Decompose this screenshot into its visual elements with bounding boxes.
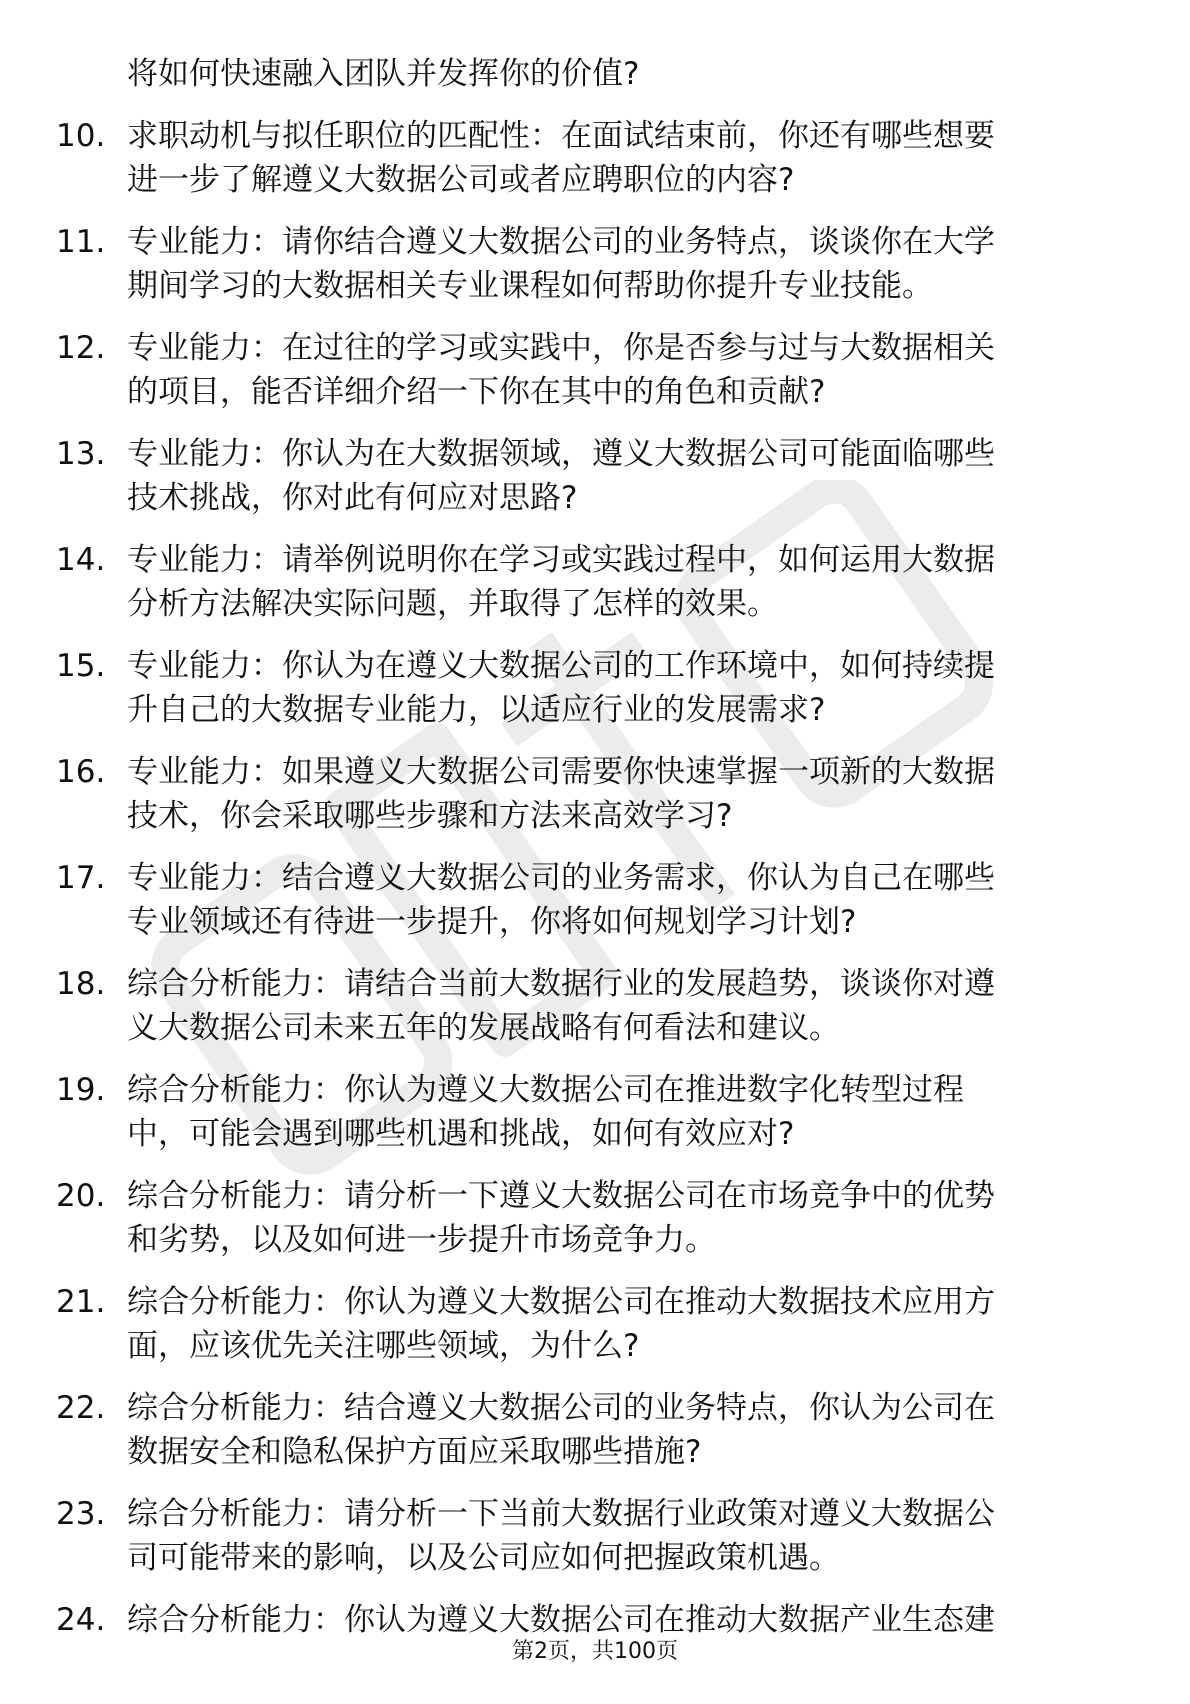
list-item [0, 644, 1190, 732]
item-text: 专业能力：你认为在大数据领域，遵义大数据公司可能面临哪些 技术挑战，你对此有何应对思路? [127, 436, 995, 516]
list-item [0, 1386, 1190, 1474]
item-number: 10. [56, 118, 106, 154]
item-number: 16. [56, 754, 106, 790]
item-number: 13. [56, 436, 106, 472]
list-item [0, 1068, 1190, 1156]
continuation-line: 将如何快速融入团队并发挥你的价值? [127, 56, 640, 92]
item-text: 专业能力：结合遵义大数据公司的业务需求，你认为自己在哪些 专业领域还有待进一步提升，你将如何规划学习计划? [127, 860, 995, 940]
item-text: 综合分析能力：你认为遵义大数据公司在推进数字化转型过程 中，可能会遇到哪些机遇和挑战，如何有效应对? [127, 1072, 964, 1152]
item-text: 专业能力：如果遵义大数据公司需要你快速掌握一项新的大数据 技术，你会采取哪些步骤和方法来高效学习? [127, 754, 995, 834]
item-text: 综合分析能力：请结合当前大数据行业的发展趋势，谈谈你对遵 义大数据公司未来五年的发展战略有何看法和建议。 [127, 966, 995, 1046]
item-number: 14. [56, 542, 106, 578]
list-item [0, 114, 1190, 202]
list-item [0, 1492, 1190, 1580]
item-number: 17. [56, 860, 106, 896]
list-item [0, 220, 1190, 308]
item-text: 求职动机与拟任职位的匹配性：在面试结束前，你还有哪些想要 进一步了解遵义大数据公司或者应聘职位的内容? [127, 118, 995, 198]
item-number: 18. [56, 966, 106, 1002]
list-item [0, 1280, 1190, 1368]
item-text: 专业能力：请你结合遵义大数据公司的业务特点，谈谈你在大学 期间学习的大数据相关专业课程如何帮助你提升专业技能。 [127, 224, 995, 304]
item-text: 专业能力：你认为在遵义大数据公司的工作环境中，如何持续提 升自己的大数据专业能力，以适应行业的发展需求? [127, 648, 995, 728]
list-item [0, 326, 1190, 414]
item-text: 综合分析能力：请分析一下遵义大数据公司在市场竞争中的优势 和劣势，以及如何进一步提升市场竞争力。 [127, 1178, 995, 1258]
list-item [0, 538, 1190, 626]
page-footer: 第2页，共100页 [512, 1639, 678, 1664]
item-number: 24. [56, 1602, 106, 1638]
item-number: 12. [56, 330, 106, 366]
question-list [0, 114, 1190, 1704]
item-number: 21. [56, 1284, 106, 1320]
item-text: 综合分析能力：请分析一下当前大数据行业政策对遵义大数据公 司可能带来的影响，以及公司应如何把握政策机遇。 [127, 1496, 995, 1576]
list-item [0, 750, 1190, 838]
item-text: 专业能力：在过往的学习或实践中，你是否参与过与大数据相关 的项目，能否详细介绍一下你在其中的角色和贡献? [127, 330, 995, 410]
item-text: 专业能力：请举例说明你在学习或实践过程中，如何运用大数据 分析方法解决实际问题，并取得了怎样的效果。 [127, 542, 995, 622]
item-number: 15. [56, 648, 106, 684]
item-text: 综合分析能力：结合遵义大数据公司的业务特点，你认为公司在 数据安全和隐私保护方面应采取哪些措施? [127, 1390, 995, 1470]
item-number: 23. [56, 1496, 106, 1532]
list-item [0, 1174, 1190, 1262]
item-text: 综合分析能力：你认为遵义大数据公司在推动大数据技术应用方 面，应该优先关注哪些领域，为什么? [127, 1284, 995, 1364]
list-item [0, 432, 1190, 520]
item-number: 11. [56, 224, 106, 260]
item-number: 20. [56, 1178, 106, 1214]
item-number: 19. [56, 1072, 106, 1108]
list-item [0, 962, 1190, 1050]
list-item [0, 856, 1190, 944]
item-number: 22. [56, 1390, 106, 1426]
item-text: 综合分析能力：你认为遵义大数据公司在推动大数据产业生态建 [127, 1602, 995, 1638]
